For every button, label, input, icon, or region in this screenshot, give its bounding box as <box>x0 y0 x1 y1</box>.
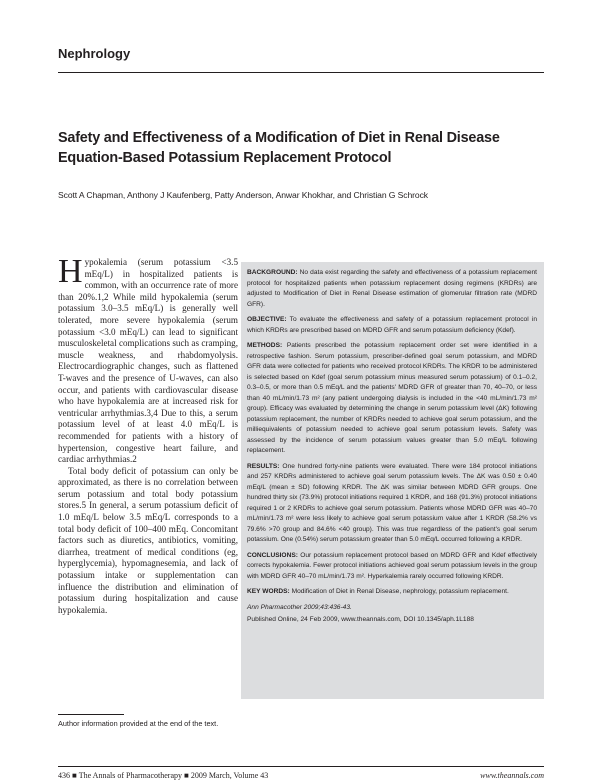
footnote-divider <box>58 714 124 715</box>
objective-heading: OBJECTIVE: <box>247 316 287 323</box>
section-label: Nephrology <box>58 46 131 61</box>
keywords-text: Modification of Diet in Renal Disease, nephrology, potassium replacement. <box>291 588 509 595</box>
journal-citation: Ann Pharmacother 2009;43:436-43. <box>247 603 352 611</box>
abstract-conclusions <box>247 551 537 583</box>
methods-text: Patients prescribed the potassium replacement order set were identified in a retrospective fashion. Serum potassium, prescriber-defined goal serum potassium, and MDRD GFR data were collected for patients who received protocol KRDRs. The KRDR to be administered is selected based on Kdef (goal serum potassium minus measured serum potassium) of 0.1–0.2, 0.3–0.5, or more than 0.5 mEq/L and the patients' MDRD GFR of greater than 70, 40–70, or less than 40 mL/min/1.73 m² (any patient undergoing dialysis is included in the <40 mL/min/1.73 m² group). Efficacy was evaluated by determining the change in serum potassium level (ΔK) following potassium replacement, the number of KRDRs needed to achieve goal serum potassium, and the milliequivalents of potassium needed to achieve goal serum potassium levels. Safety was assessed by the incidence of serum potassium values greater than 5.0 mEq/L following replacement. <box>247 342 537 454</box>
drop-cap: H <box>58 253 83 290</box>
author-footnote: Author information provided at the end of the text. <box>58 719 219 728</box>
publication-info: Published Online, 24 Feb 2009, www.theannals.com, DOI 10.1345/aph.1L188 <box>247 616 474 623</box>
body-paragraph-1 <box>58 253 238 466</box>
conclusions-heading: CONCLUSIONS: <box>247 551 298 559</box>
abstract-background <box>247 268 537 310</box>
section-divider <box>58 72 544 73</box>
objective-text: To evaluate the effectiveness and safety of a potassium replacement protocol in which KRDRs are prescribed based on MDRD GFR and serum potassium deficiency (Kdef). <box>247 316 538 334</box>
abstract-methods <box>247 341 537 457</box>
author-list: Scott A Chapman, Anthony J Kaufenberg, Patty Anderson, Anwar Khokhar, and Christian G Schrock <box>58 190 429 200</box>
abstract-keywords <box>247 587 537 598</box>
methods-heading: METHODS: <box>247 342 283 349</box>
body-paragraph-2: Total body deficit of potassium can only be approximated, as there is no correlation between serum potassium and total body potassium stores.5 In general, a serum potassium deficit of 1.0 mEq/L below 3.5 mEq/L corresponds to a total body deficit of 100–400 mEq. Concomitant factors such as diuretics, antibiotics, vomiting, diarrhea, treatment of medical conditions (eg, hyperglycemia), hypomagnesemia, and lack of potassium intake or supplementation can influence the distribution and elimination of potassium during hospitalization and cause hypokalemia. <box>58 465 238 615</box>
abstract-results <box>247 462 537 546</box>
background-heading: BACKGROUND: <box>247 269 298 276</box>
body-text <box>58 253 238 616</box>
footer-divider <box>58 766 544 767</box>
article-title: Safety and Effectiveness of a Modification of Diet in Renal Disease Equation-Based Potassium Replacement Protocol <box>58 130 500 166</box>
conclusions-text: Our potassium replacement protocol based on MDRD GFR and Kdef effectively corrects hypokalemia. Fewer protocol initiations achieved goal serum potassium levels in the group with MDRD GFR 40–70 mL/min/1.73 m². Hyperkalemia rarely occurred following KRDR. <box>247 551 537 580</box>
keywords-heading: KEY WORDS: <box>247 588 290 595</box>
abstract-box <box>241 262 544 699</box>
footer-website-link[interactable]: www.theannals.com <box>480 771 544 780</box>
background-text: No data exist regarding the safety and effectiveness of a potassium replacement protocol for hospitalized patients when potassium replacement dosing regimens (KRDRs) are adjusted to Modification of Diet in Renal Disease estimation of glomerular filtration rate (MDRD GFR). <box>247 269 537 308</box>
results-text: One hundred forty-nine patients were evaluated. There were 184 protocol initiations and 257 KRDRs administered to achieve goal serum potassium levels. The ΔK was 0.50 ± 0.40 mEq/L (mean ± SD) following KRDR. The ΔK was similar between MDRD GFR groups. One hundred thirty six (73.9%) protocol initiations required 1 KRDR, and 168 (91.3%) protocol initiations required 1 or 2 KRDRs to achieve goal serum potassium. Patients whose MDRD GFR was 40–70 mL/min/1.73 m² were less likely to achieve goal serum potassium value after 1 KRDR (58.2% vs 79.6% >70 group and 84.6% <40 group). This was true regardless of the patient's goal serum potassium. One (0.54%) serum potassium greater than 5.0 mEq/L occurred following a KRDR. <box>247 462 537 543</box>
paragraph-1-text: ypokalemia (serum potassium <3.5 mEq/L) in hospitalized patients is common, with an occurrence rate of more than 20%.1,2 While mild hypokalemia (serum potassium 3.0–3.5 mEq/L) is generally well tolerated, more severe hypokalemia (serum potassium <3.0 mEq/L) can lead to significant musculoskeletal complications such as cramping, muscle weakness, and rhabdomyolysis. Electrocardiographic changes, such as flattened T-waves and the presence of U-waves, can also occur, and patients with cardiovascular disease who have hypokalemia are at increased risk for ventricular arrhythmias.3,4 Due to this, a serum potassium level of at least 4.0 mEq/L is recommended for patients with a history of hypertension, congestive heart failure, and cardiac arrhythmias.2 <box>58 257 238 465</box>
footer-journal-info: 436 ■ The Annals of Pharmacotherapy ■ 2009 March, Volume 43 <box>58 771 269 780</box>
results-heading: RESULTS: <box>247 462 280 470</box>
abstract-objective <box>247 315 537 336</box>
